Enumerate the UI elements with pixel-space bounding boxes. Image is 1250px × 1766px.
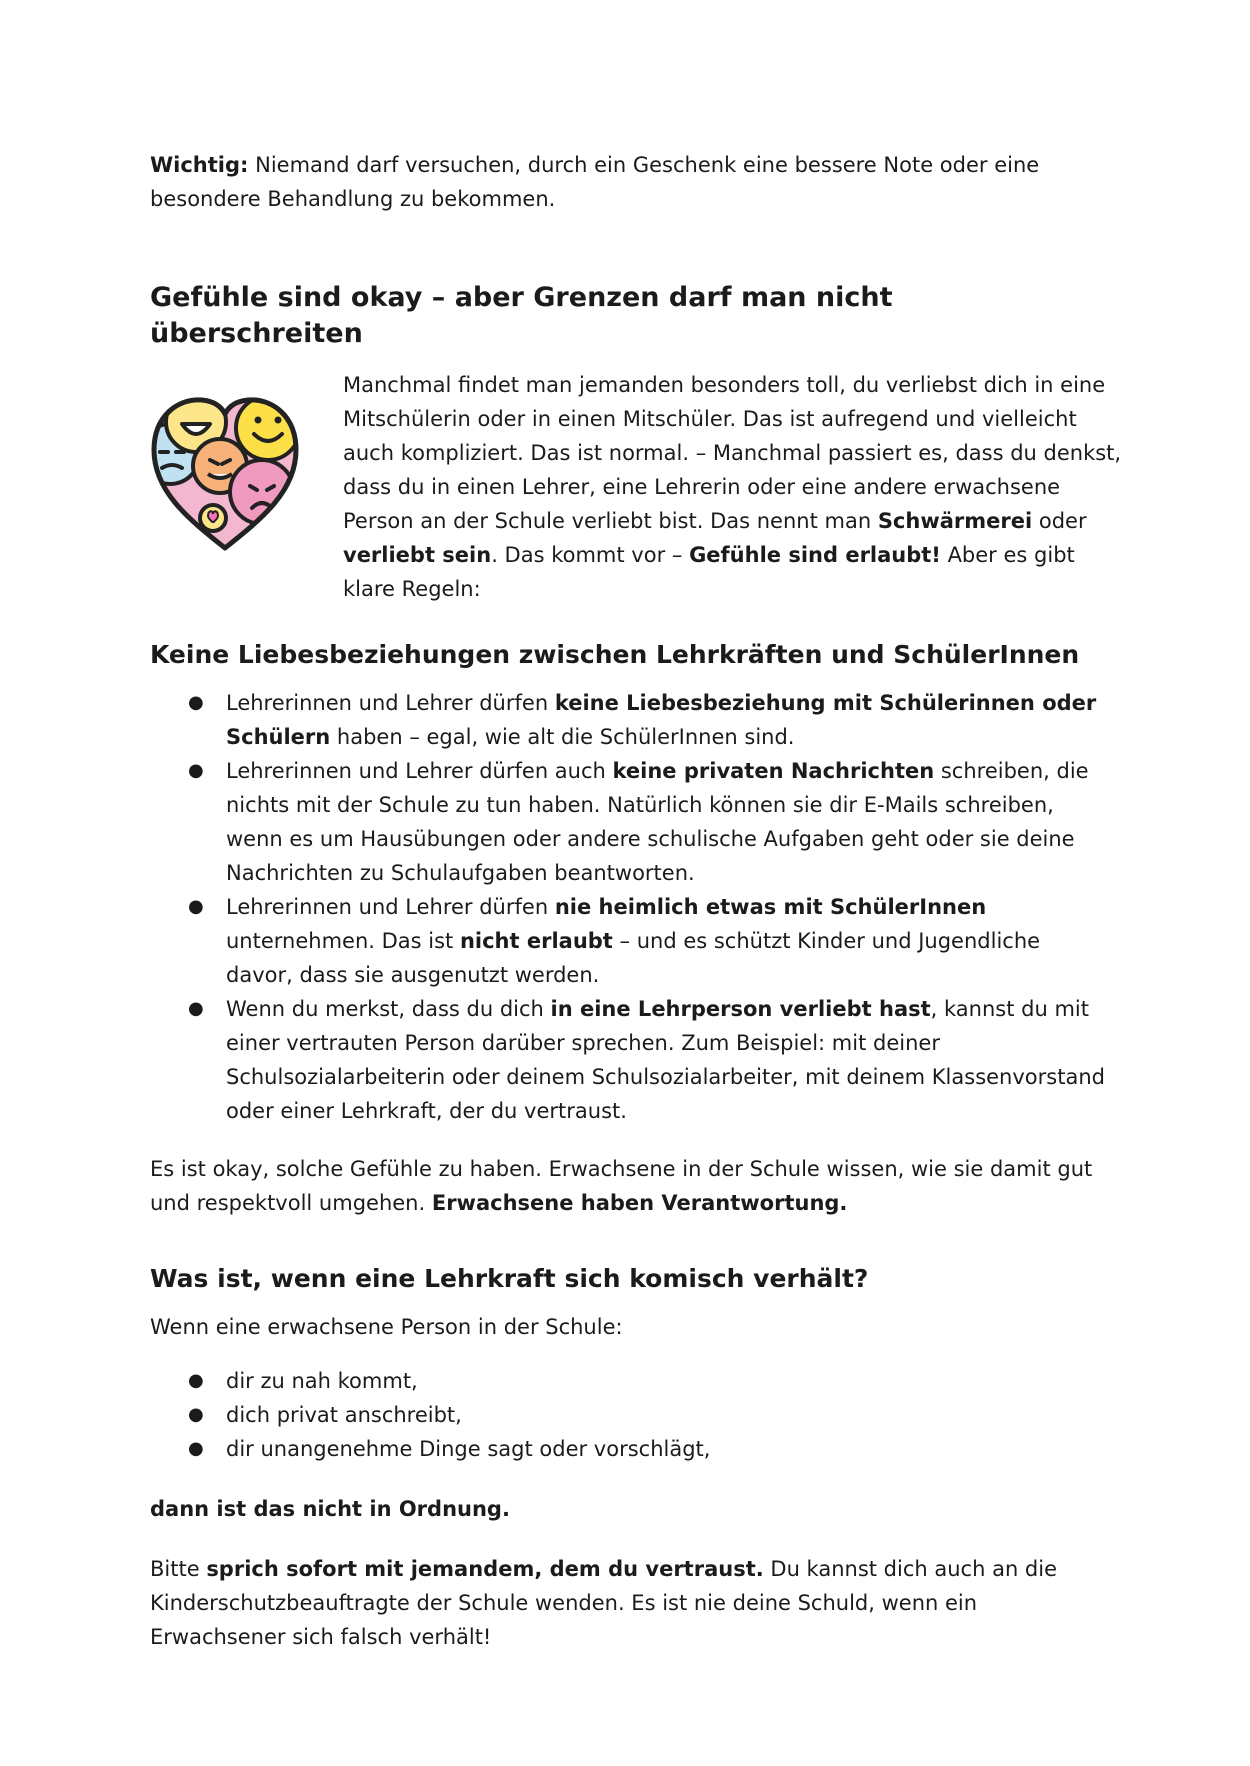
item-bold: nicht erlaubt [459,929,613,953]
section1-heading: Gefühle sind okay – aber Grenzen darf man nicht überschreiten [150,282,893,349]
item-bold: in eine Lehrperson verliebt hast [550,997,931,1021]
list-item [150,686,1110,754]
item-text: – und es schützt Kinder und Jugendliche davor, dass sie ausgenutzt werden. [226,929,1041,987]
list-item [150,890,1110,992]
bullet-icon: ● [188,1438,204,1459]
bullet-icon: ● [188,1370,204,1391]
bullet-icon: ● [188,998,204,1019]
section3-list [150,1364,1110,1466]
item-text: Lehrerinnen und Lehrer dürfen [226,691,555,715]
section1-text-3: . Das kommt vor – [491,543,690,567]
section1-bold-2: verliebt sein [343,543,492,567]
section1-body [150,368,1122,601]
bullet-icon: ● [188,896,204,917]
section1-paragraph [343,368,1123,606]
section3-lead: Wenn eine erwachsene Person in der Schule: [150,1315,623,1339]
item-text: Wenn du merkst, dass du dich [226,997,551,1021]
section1-text-1: Manchmal findet man jemanden besonders toll, du verliebst dich in eine Mitschülerin oder in einen Mitschüler. Das ist aufregend und vielleicht auch kompliziert. Das ist normal. – Manchmal passiert es, dass du denkst, dass du in einen Lehrer, eine Lehrerin oder eine andere erwachsene Person an der Schule verliebt bist. Das nennt man [343,373,1122,533]
bullet-icon: ● [188,692,204,713]
item-text: Lehrerinnen und Lehrer dürfen auch [226,759,613,783]
item-text: dich privat anschreibt, [226,1403,462,1427]
section1-text-4: Aber es gibt klare Regeln: [343,543,1075,601]
item-bold: nie heimlich etwas mit SchülerInnen [554,895,987,919]
section2-conclusion [150,1152,1110,1220]
item-text: Lehrerinnen und Lehrer dürfen [226,895,555,919]
final-text-2: Du kannst dich auch an die Kinderschutzbeauftragte der Schule wenden. Es ist nie deine Schuld, wenn ein Erwachsener sich falsch verhält! [150,1557,1058,1649]
bullet-icon: ● [188,760,204,781]
item-bold: keine privaten Nachrichten [612,759,935,783]
section1-text-2: oder [1032,509,1087,533]
item-text: unternehmen. Das ist [226,929,460,953]
list-item [150,754,1110,890]
list-item [150,1432,1110,1466]
item-text: schreiben, die nichts mit der Schule zu tun haben. Natürlich können sie dir E-Mails schreiben, wenn es um Hausübungen oder andere schulische Aufgaben geht oder sie deine Nachrichten zu Schulaufgaben beantworten. [226,759,1089,885]
bullet-icon: ● [188,1404,204,1425]
conclusion-text: Es ist okay, solche Gefühle zu haben. Erwachsene in der Schule wissen, wie sie damit gut und respektvoll umgehen. [150,1157,1093,1215]
final-text-1: Bitte [150,1557,207,1581]
final-paragraph [150,1552,1110,1654]
final-bold: sprich sofort mit jemandem, dem du vertraust. [206,1557,764,1581]
intro-paragraph [150,148,1110,216]
list-item [150,1398,1110,1432]
list-item [150,992,1110,1128]
item-text: , kannst du mit einer vertrauten Person darüber sprechen. Zum Beispiel: mit deiner Schulsozialarbeiterin oder deinem Schulsozialarbeiter, mit deinem Klassenvorstand oder einer Lehrkraft, der du vertraust. [226,997,1105,1123]
conclusion-bold: Erwachsene haben Verantwortung. [431,1191,848,1215]
section2-heading: Keine Liebesbeziehungen zwischen Lehrkräften und SchülerInnen [150,640,1080,669]
section3-conclusion [150,1492,1110,1526]
intro-text: Niemand darf versuchen, durch ein Geschenk eine bessere Note oder eine besondere Behandlung zu bekommen. [150,153,1040,211]
section1-bold-1: Schwärmerei [877,509,1033,533]
item-text: haben – egal, wie alt die SchülerInnen sind. [330,725,795,749]
item-text: dir unangenehme Dinge sagt oder vorschlägt, [226,1437,711,1461]
item-text: dir zu nah kommt, [226,1369,418,1393]
section2-list [150,686,1110,1128]
intro-label: Wichtig: [150,153,249,177]
emoji-heart-icon [150,388,300,554]
section3-heading: Was ist, wenn eine Lehrkraft sich komisch verhält? [150,1264,869,1293]
section1-bold-3: Gefühle sind erlaubt! [689,543,941,567]
document-page [150,148,1122,1654]
list-item [150,1364,1110,1398]
conclusion-bold: dann ist das nicht in Ordnung. [150,1497,510,1521]
item-bold: keine Liebesbeziehung mit Schülerinnen oder Schülern [226,691,1097,749]
